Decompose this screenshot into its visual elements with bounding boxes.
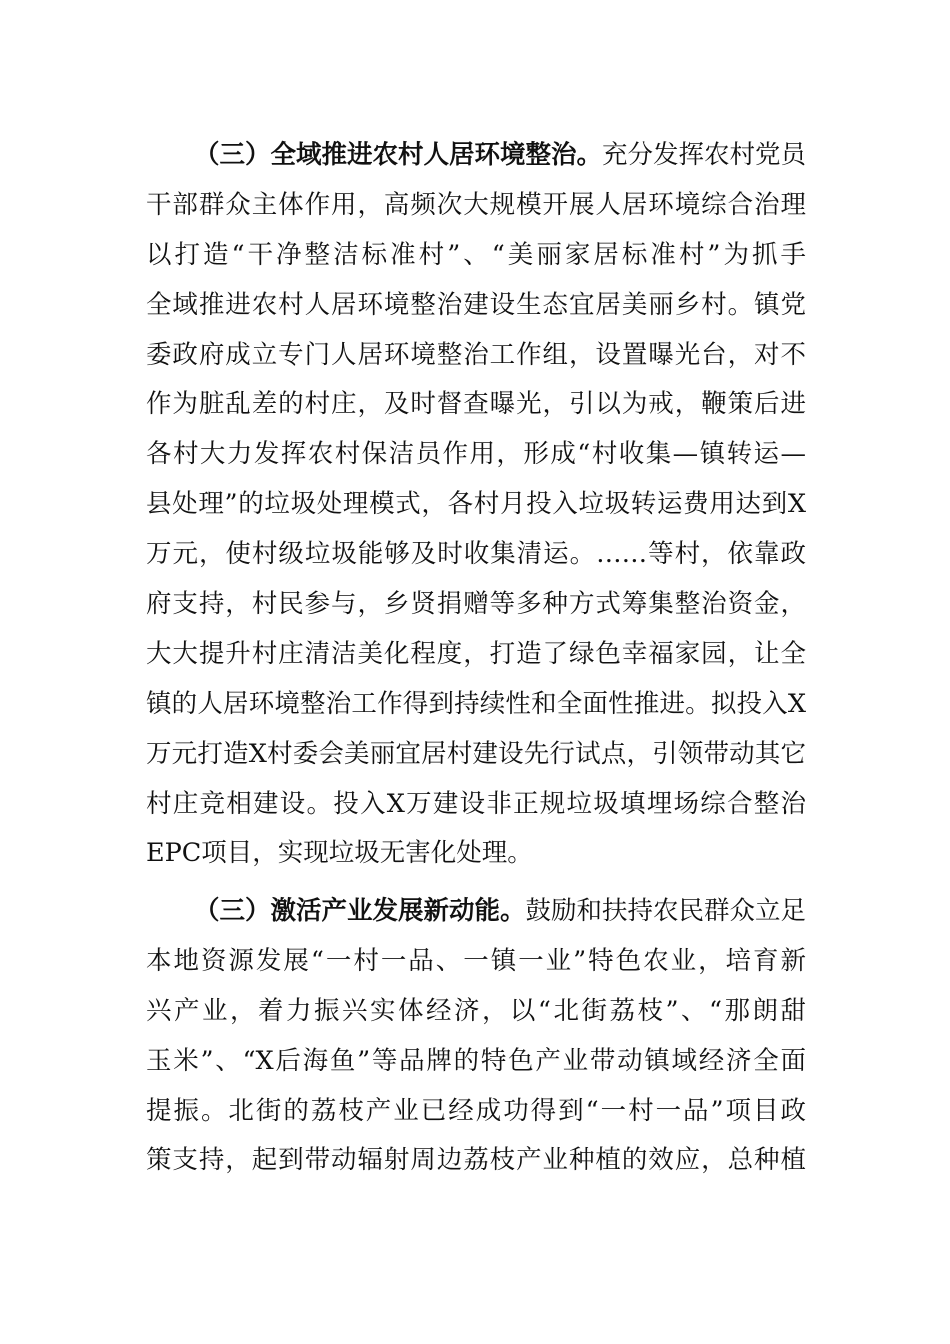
body-line: 本地资源发展“一村一品、一镇一业”特色农业，培育新 — [146, 945, 806, 976]
body-text: 鼓励和扶持农民群众立足 — [525, 896, 807, 926]
body-line: 大大提升村庄清洁美化程度，打造了绿色幸福家园，让全 — [146, 638, 806, 669]
body-line: 万元打造X村委会美丽宜居村建设先行试点，引领带动其它 — [146, 738, 806, 769]
body-line: 府支持，村民参与，乡贤捐赠等多种方式筹集整治资金， — [146, 589, 806, 620]
paragraph-first-line — [146, 887, 806, 937]
paragraph-industry-development — [146, 887, 806, 1186]
body-line: 以打造“干净整洁标准村”、“美丽家居标准村”为抓手 — [146, 239, 806, 270]
body-line: 镇的人居环境整治工作得到持续性和全面性推进。拟投入X — [146, 688, 806, 719]
paragraph-rural-environment — [146, 131, 806, 879]
body-line: 干部群众主体作用，高频次大规模开展人居环境综合治理 — [146, 189, 806, 220]
body-line: 策支持，起到带动辐射周边荔枝产业种植的效应，总种植 — [146, 1145, 806, 1176]
body-line: 县处理”的垃圾处理模式，各村月投入垃圾转运费用达到X — [146, 489, 806, 520]
body-line: 万元，使村级垃圾能够及时收集清运。……等村，依靠政 — [146, 539, 806, 570]
body-text: 充分发挥农村党员 — [602, 140, 807, 170]
section-heading: （三）激活产业发展新动能。 — [194, 896, 526, 926]
body-line: 兴产业，着力振兴实体经济，以“北街荔枝”、“那朗甜 — [146, 995, 806, 1026]
body-line: 作为脏乱差的村庄，及时督查曝光，引以为戒，鞭策后进 — [146, 389, 806, 420]
body-line: 提振。北街的荔枝产业已经成功得到“一村一品”项目政 — [146, 1095, 806, 1126]
body-line: 全域推进农村人居环境整治建设生态宜居美丽乡村。镇党 — [146, 289, 806, 320]
body-line: 玉米”、“X后海鱼”等品牌的特色产业带动镇域经济全面 — [146, 1045, 806, 1076]
body-line: 委政府成立专门人居环境整治工作组，设置曝光台，对不 — [146, 339, 806, 370]
body-line: 各村大力发挥农村保洁员作用，形成“村收集—镇转运— — [146, 439, 806, 470]
body-line: EPC项目，实现垃圾无害化处理。 — [146, 838, 533, 869]
section-heading: （三）全域推进农村人居环境整治。 — [194, 140, 603, 170]
paragraph-first-line — [146, 131, 806, 181]
body-line: 村庄竞相建设。投入X万建设非正规垃圾填埋场综合整治 — [146, 788, 806, 819]
